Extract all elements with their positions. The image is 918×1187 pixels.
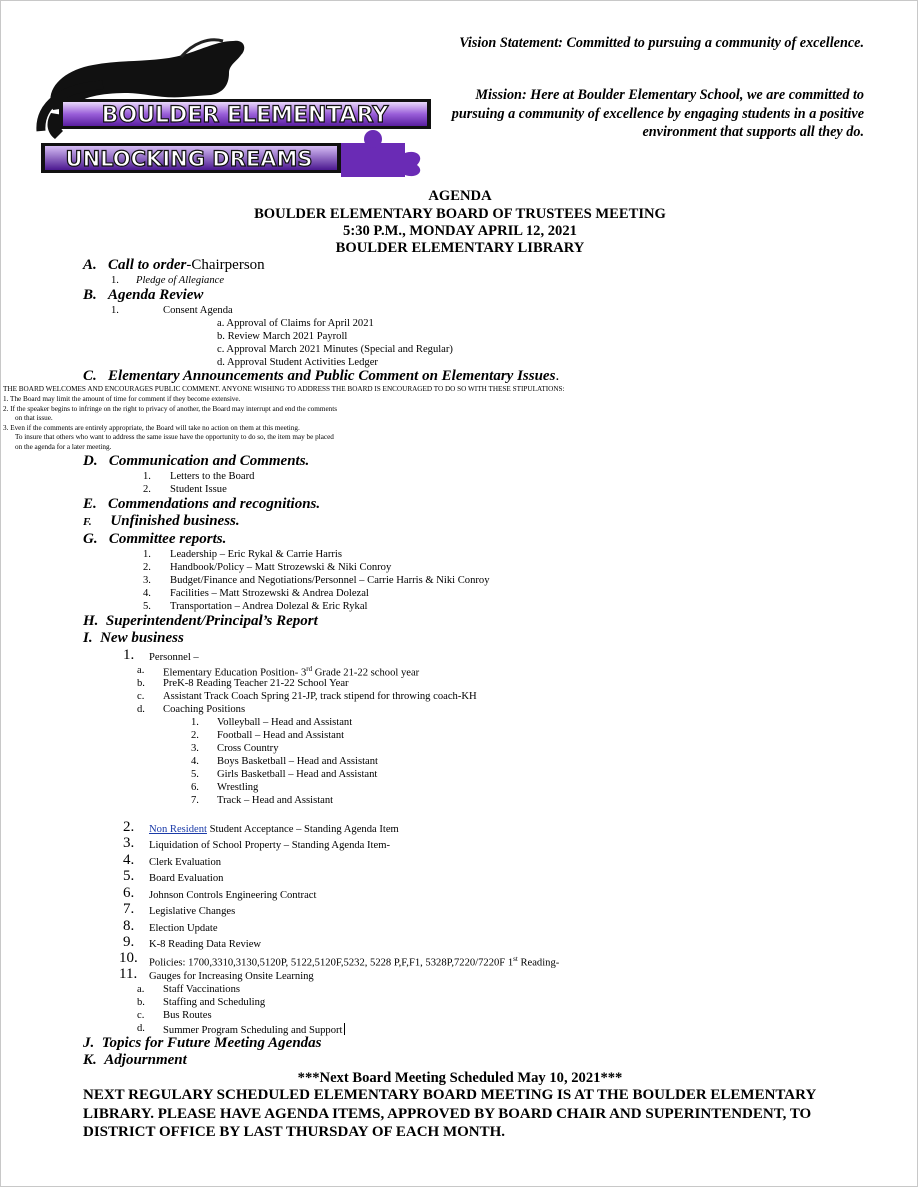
section-e-letter: E. <box>83 496 97 512</box>
section-a-suffix: -Chairperson <box>186 257 265 273</box>
section-f-title: Unfinished business. <box>110 513 240 529</box>
new-business-item: Clerk Evaluation <box>149 857 222 868</box>
gauge-sub-num: d. <box>137 1023 145 1034</box>
coaching-position: Track – Head and Assistant <box>217 795 334 806</box>
logo-school-text: BOULDER ELEMENTARY <box>101 103 389 128</box>
section-d-title: Communication and Comments. <box>108 453 310 469</box>
comment-rule-cont: To insure that others who want to address the same issue have the opportunity to do so, the item may be placed <box>15 433 334 441</box>
new-business-item: Johnson Controls Engineering Contract <box>149 890 317 901</box>
comment-rule-cont: on the agenda for a later meeting. <box>15 443 112 451</box>
personnel-sub: Coaching Positions <box>163 704 246 715</box>
coaching-num: 1. <box>191 717 199 728</box>
comment-rule-cont: on that issue. <box>15 414 53 422</box>
i-item-num: 10. <box>119 950 138 966</box>
gauge-sub: Staff Vaccinations <box>163 984 240 995</box>
b-sub-item: d. Approval Student Activities Ledger <box>217 357 378 368</box>
i-item-num: 7. <box>123 901 135 917</box>
meeting-location: BOULDER ELEMENTARY LIBRARY <box>335 240 585 256</box>
section-b <box>83 287 203 304</box>
gauge-sub-num: b. <box>137 997 145 1008</box>
d-item-num: 2. <box>143 484 151 495</box>
section-h-letter: H. <box>83 613 99 629</box>
committee-report: Leadership – Eric Rykal & Carrie Harris <box>170 549 342 560</box>
public-comment-notice: THE BOARD WELCOMES AND ENCOURAGES PUBLIC COMMENT. ANYONE WISHING TO ADDRESS THE BOARD IS ENCOURAGED TO DO SO WITH THESE STIPULATIONS: <box>3 385 565 393</box>
personnel-sub-num: b. <box>137 678 145 689</box>
i-item-num: 2. <box>123 819 135 835</box>
section-b-letter: B. <box>83 287 97 303</box>
new-business-item <box>149 824 399 835</box>
section-g-title: Committee reports. <box>108 531 227 547</box>
section-e-title: Commendations and recognitions. <box>108 496 321 512</box>
section-a <box>83 257 265 274</box>
committee-report: Transportation – Andrea Dolezal & Eric Rykal <box>170 601 368 612</box>
i-item-num: 11. <box>119 966 138 982</box>
coaching-num: 6. <box>191 782 199 793</box>
agenda-title: AGENDA <box>428 188 492 204</box>
section-c-title: Elementary Announcements and Public Comment on Elementary Issues <box>108 368 556 384</box>
i-item-num: 6. <box>123 885 135 901</box>
personnel-sub-num: d. <box>137 704 145 715</box>
section-k <box>83 1052 187 1069</box>
section-j-title: Topics for Future Meeting Agendas <box>101 1035 322 1051</box>
new-business-item-text: Student Acceptance – Standing Agenda Item <box>206 824 399 835</box>
coaching-position: Cross Country <box>217 743 279 754</box>
g-item-num: 1. <box>143 549 151 560</box>
section-h-title: Superintendent/Principal’s Report <box>105 613 318 629</box>
gauge-sub: Staffing and Scheduling <box>163 997 266 1008</box>
coaching-position: Volleyball – Head and Assistant <box>217 717 353 728</box>
section-k-letter: K. <box>83 1052 97 1068</box>
coaching-position: Football – Head and Assistant <box>217 730 345 741</box>
section-g-letter: G. <box>83 531 98 547</box>
section-j-letter: J. <box>83 1035 95 1051</box>
new-business-item: Legislative Changes <box>149 906 236 917</box>
personnel-sub-num: a. <box>137 665 145 676</box>
new-business-item: Liquidation of School Property – Standing Agenda Item- <box>149 840 390 851</box>
coaching-num: 3. <box>191 743 199 754</box>
personnel-sub: PreK-8 Reading Teacher 21-22 School Year <box>163 678 349 689</box>
section-d <box>83 453 309 470</box>
section-f <box>83 513 240 530</box>
section-j <box>83 1035 322 1052</box>
vision-statement: Vision Statement: Committed to pursuing a community of excellence. <box>459 35 864 51</box>
gauge-sub-text: Summer Program Scheduling and Support <box>163 1025 343 1036</box>
school-logo <box>33 35 441 177</box>
a-item-num: 1. <box>111 275 119 286</box>
b-item: Consent Agenda <box>163 305 233 316</box>
meeting-title: BOULDER ELEMENTARY BOARD OF TRUSTEES MEETING <box>254 206 666 222</box>
i-item-num: 5. <box>123 868 135 884</box>
comment-rule: 2. If the speaker begins to infringe on the right to privacy of another, the Board may interrupt and end the comments <box>3 405 338 413</box>
i-item-num: 1. <box>123 647 135 663</box>
d-item: Student Issue <box>170 484 227 495</box>
non-resident-link[interactable]: Non Resident <box>149 824 207 835</box>
g-item-num: 2. <box>143 562 151 573</box>
new-business-item: Election Update <box>149 923 218 934</box>
section-f-letter: F. <box>83 516 92 528</box>
committee-report: Handbook/Policy – Matt Strozewski & Niki Conroy <box>170 562 392 573</box>
i-item-num: 4. <box>123 852 135 868</box>
new-business-item: Board Evaluation <box>149 873 224 884</box>
coaching-num: 7. <box>191 795 199 806</box>
section-c-suffix: . <box>555 368 560 384</box>
section-i-letter: I. <box>83 630 93 646</box>
next-meeting-notice: ***Next Board Meeting Scheduled May 10, 2021*** <box>297 1070 623 1086</box>
personnel-sub-num: c. <box>137 691 145 702</box>
section-i-title: New business <box>100 630 184 646</box>
personnel-sub-text: Elementary Education Position- 3 <box>163 667 307 679</box>
policies-text: Reading- <box>517 957 560 969</box>
section-e <box>83 496 320 513</box>
section-d-letter: D. <box>83 453 98 469</box>
section-g <box>83 531 226 548</box>
a-item: Pledge of Allegiance <box>136 275 225 286</box>
gauge-sub-num: c. <box>137 1010 145 1021</box>
coaching-position: Boys Basketball – Head and Assistant <box>217 756 378 767</box>
i-item-num: 8. <box>123 918 135 934</box>
coaching-position: Wrestling <box>217 782 259 793</box>
coaching-num: 4. <box>191 756 199 767</box>
section-a-title: Call to order <box>108 257 187 273</box>
i-item-num: 9. <box>123 934 135 950</box>
ordinal-sup: rd <box>306 665 313 673</box>
section-i <box>83 630 184 647</box>
g-item-num: 3. <box>143 575 151 586</box>
d-item-num: 1. <box>143 471 151 482</box>
footer-notice: NEXT REGULARY SCHEDULED ELEMENTARY BOARD MEETING IS AT THE BOULDER ELEMENTARY LIBRARY. PLEASE HAVE AGENDA ITEMS, APPROVED BY BOARD CHAIR AND SUPERINTENDENT, TO DISTRICT OFFICE BY LAST THURSDAY OF EACH MONTH. <box>83 1087 816 1140</box>
b-sub-item: c. Approval March 2021 Minutes (Special and Regular) <box>217 344 453 355</box>
logo-motto-text: UNLOCKING DREAMS <box>65 147 313 171</box>
personnel-sub-text: Grade 21-22 school year <box>312 667 420 679</box>
b-item-num: 1. <box>111 305 119 316</box>
mission-statement: Mission: Here at Boulder Elementary School, we are committed to pursuing a community of excellence by engaging students in a positive environment that supports all they do. <box>451 87 864 140</box>
b-sub-item: a. Approval of Claims for April 2021 <box>217 318 374 329</box>
new-business-item: K-8 Reading Data Review <box>149 939 262 950</box>
gauge-sub: Bus Routes <box>163 1010 212 1021</box>
committee-report: Facilities – Matt Strozewski & Andrea Dolezal <box>170 588 369 599</box>
coaching-num: 5. <box>191 769 199 780</box>
comment-rule: 1. The Board may limit the amount of time for comment if they become extensive. <box>3 395 241 403</box>
personnel-sub <box>163 665 419 679</box>
policies-text: Policies: 1700,3310,3130,5120P, 5122,5120F,5232, 5228 P,F,F1, 5328P,7220/7220F 1 <box>149 957 514 969</box>
i-item-num: 3. <box>123 835 135 851</box>
committee-report: Budget/Finance and Negotiations/Personnel – Carrie Harris & Niki Conroy <box>170 575 490 586</box>
g-item-num: 4. <box>143 588 151 599</box>
coaching-position: Girls Basketball – Head and Assistant <box>217 769 378 780</box>
ordinal-sup: st <box>513 955 518 963</box>
personnel-sub: Assistant Track Coach Spring 21-JP, track stipend for throwing coach-KH <box>163 691 477 702</box>
coaching-num: 2. <box>191 730 199 741</box>
gauge-sub-num: a. <box>137 984 145 995</box>
section-c-letter: C. <box>83 368 97 384</box>
new-business-item: Gauges for Increasing Onsite Learning <box>149 971 314 982</box>
meeting-time: 5:30 P.M., MONDAY APRIL 12, 2021 <box>343 223 577 239</box>
section-b-title: Agenda Review <box>108 287 204 303</box>
section-a-letter: A. <box>83 257 97 273</box>
d-item: Letters to the Board <box>170 471 255 482</box>
comment-rule: 3. Even if the comments are entirely appropriate, the Board will take no action on them at this meeting. <box>3 424 300 432</box>
section-k-title: Adjournment <box>104 1052 187 1068</box>
b-sub-item: b. Review March 2021 Payroll <box>217 331 348 342</box>
text-cursor <box>344 1023 345 1035</box>
section-h <box>83 613 318 630</box>
g-item-num: 5. <box>143 601 151 612</box>
section-c <box>83 368 559 385</box>
policies-item <box>149 955 559 969</box>
personnel-item: Personnel – <box>149 652 199 663</box>
